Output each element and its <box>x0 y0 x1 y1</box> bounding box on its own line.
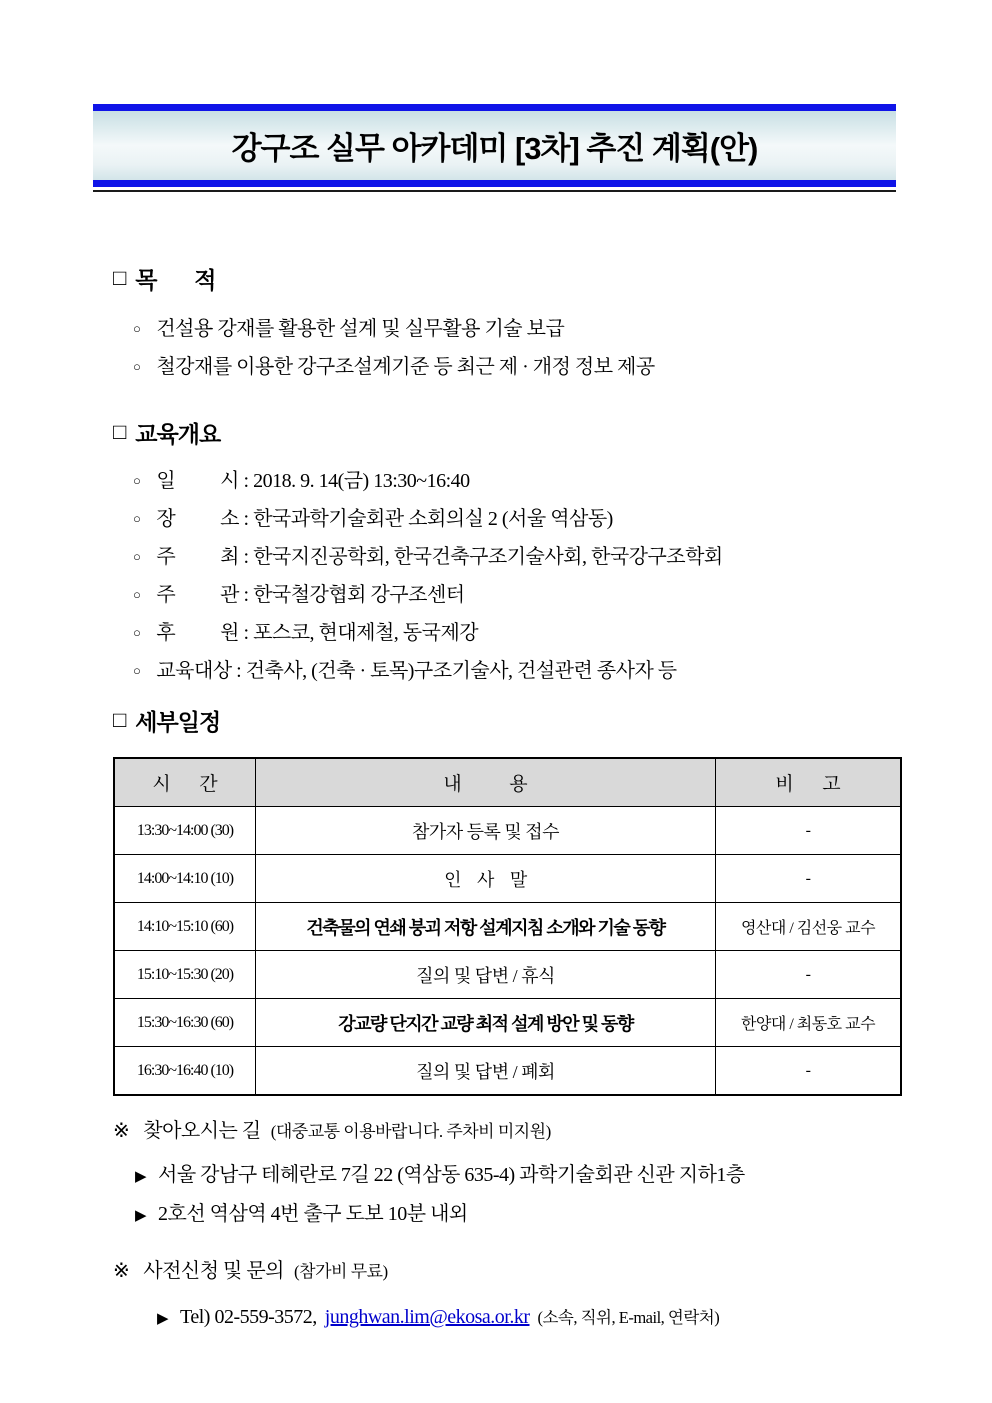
overview-heading-text: 교육개요 <box>135 421 221 447</box>
section-schedule <box>113 704 903 1096</box>
section-directions <box>113 1116 923 1235</box>
content-cell: 인 사 말 <box>256 855 716 903</box>
arrow-bullet-icon: ▶ <box>135 1169 147 1185</box>
section-registration <box>113 1256 923 1335</box>
purpose-item-text: 철강재를 이용한 강구조설계기준 등 최근 제 · 개정 정보 제공 <box>156 356 655 378</box>
overview-item <box>113 501 913 539</box>
overview-item-value: 한국철강협회 강구조센터 <box>253 584 465 606</box>
note-cell: - <box>716 855 902 903</box>
directions-note: (대중교통 이용바랍니다. 주차비 미지원) <box>270 1122 551 1141</box>
overview-item-label: 후 원 <box>156 622 239 644</box>
reference-mark-icon: ※ <box>113 1120 130 1142</box>
overview-item <box>113 653 913 691</box>
circle-bullet-icon: ○ <box>133 625 141 640</box>
colon-separator: : <box>231 660 246 682</box>
page-title: 강구조 실무 아카데미 [3차] 추진 계획(안) <box>231 131 758 166</box>
purpose-list <box>113 311 903 387</box>
colon-separator: : <box>239 508 254 530</box>
section-overview <box>113 416 913 691</box>
table-row <box>114 807 901 855</box>
colon-separator: : <box>239 622 254 644</box>
overview-item-label: 주 관 <box>156 584 239 606</box>
directions-item <box>135 1157 923 1196</box>
colon-separator: : <box>239 546 254 568</box>
overview-item-value: 한국과학기술회관 소회의실 2 (서울 역삼동) <box>253 508 613 530</box>
table-row <box>114 999 901 1047</box>
overview-item-value: 2018. 9. 14(금) 13:30~16:40 <box>253 470 470 492</box>
directions-item <box>135 1196 923 1235</box>
directions-list <box>135 1157 923 1235</box>
circle-bullet-icon: ○ <box>133 511 141 526</box>
contact-suffix: (소속, 직위, E-mail, 연락처) <box>537 1308 720 1327</box>
overview-item <box>113 577 913 615</box>
registration-title: 사전신청 및 문의 <box>143 1260 285 1282</box>
arrow-bullet-icon: ▶ <box>135 1208 147 1224</box>
table-row <box>114 903 901 951</box>
overview-item <box>113 615 913 653</box>
content-cell: 건축물의 연쇄 붕괴 저항 설계지침 소개와 기술 동향 <box>256 903 716 951</box>
email-link[interactable]: junghwan.lim@ekosa.or.kr <box>324 1306 530 1328</box>
time-cell: 14:10~15:10 (60) <box>114 903 256 951</box>
registration-title-row <box>113 1256 923 1287</box>
overview-item-label: 교육대상 <box>156 660 232 682</box>
square-bullet-icon: □ <box>113 264 126 290</box>
time-cell: 15:10~15:30 (20) <box>114 951 256 999</box>
overview-list <box>113 463 913 691</box>
circle-bullet-icon: ○ <box>133 663 141 678</box>
column-header-note: 비 고 <box>716 758 902 807</box>
purpose-item <box>113 311 903 349</box>
time-cell: 14:00~14:10 (10) <box>114 855 256 903</box>
schedule-heading <box>113 704 903 737</box>
time-cell: 16:30~16:40 (10) <box>114 1047 256 1096</box>
square-bullet-icon: □ <box>113 706 126 732</box>
reference-mark-icon: ※ <box>113 1260 130 1282</box>
purpose-item-text: 건설용 강재를 활용한 설계 및 실무활용 기술 보급 <box>156 318 565 340</box>
square-bullet-icon: □ <box>113 418 126 444</box>
arrow-bullet-icon: ▶ <box>157 1311 169 1327</box>
directions-title: 찾아오시는 길 <box>143 1120 261 1142</box>
section-purpose <box>113 262 903 387</box>
contact-row <box>157 1301 923 1335</box>
circle-bullet-icon: ○ <box>133 359 141 374</box>
purpose-heading-text: 목 적 <box>135 267 216 293</box>
title-banner <box>93 104 896 187</box>
overview-item-value: 한국지진공학회, 한국건축구조기술사회, 한국강구조학회 <box>253 546 723 568</box>
content-cell: 질의 및 답변 / 휴식 <box>256 951 716 999</box>
circle-bullet-icon: ○ <box>133 587 141 602</box>
circle-bullet-icon: ○ <box>133 473 141 488</box>
colon-separator: : <box>239 470 254 492</box>
phone-number: Tel) 02-559-3572, <box>180 1306 317 1328</box>
note-cell: 영산대 / 김선웅 교수 <box>716 903 902 951</box>
circle-bullet-icon: ○ <box>133 549 141 564</box>
content-cell: 참가자 등록 및 접수 <box>256 807 716 855</box>
time-cell: 15:30~16:30 (60) <box>114 999 256 1047</box>
column-header-content: 내 용 <box>256 758 716 807</box>
colon-separator: : <box>239 584 254 606</box>
purpose-item <box>113 349 903 387</box>
table-row <box>114 1047 901 1096</box>
directions-item-text: 2호선 역삼역 4번 출구 도보 10분 내외 <box>158 1203 468 1225</box>
banner-underline <box>93 190 896 192</box>
time-cell: 13:30~14:00 (30) <box>114 807 256 855</box>
overview-item-label: 주 최 <box>156 546 239 568</box>
overview-item-label: 일 시 <box>156 470 239 492</box>
note-cell: - <box>716 951 902 999</box>
table-header-row <box>114 758 901 807</box>
overview-item <box>113 463 913 501</box>
table-row <box>114 855 901 903</box>
overview-heading <box>113 416 913 449</box>
table-row <box>114 951 901 999</box>
column-header-time: 시 간 <box>114 758 256 807</box>
directions-title-row <box>113 1116 923 1147</box>
overview-item-value: 포스코, 현대제철, 동국제강 <box>253 622 479 644</box>
schedule-heading-text: 세부일정 <box>135 709 221 735</box>
note-cell: 한양대 / 최동호 교수 <box>716 999 902 1047</box>
purpose-heading <box>113 262 903 295</box>
circle-bullet-icon: ○ <box>133 321 141 336</box>
schedule-table <box>113 757 902 1096</box>
directions-item-text: 서울 강남구 테헤란로 7길 22 (역삼동 635-4) 과학기술회관 신관 지하1층 <box>158 1164 745 1186</box>
overview-item <box>113 539 913 577</box>
note-cell: - <box>716 1047 902 1096</box>
content-cell: 강교량 단지간 교량 최적 설계 방안 및 동향 <box>256 999 716 1047</box>
overview-item-value: 건축사, (건축 · 토목)구조기술사, 건설관련 종사자 등 <box>245 660 677 682</box>
registration-note: (참가비 무료) <box>294 1262 388 1281</box>
note-cell: - <box>716 807 902 855</box>
content-cell: 질의 및 답변 / 폐회 <box>256 1047 716 1096</box>
overview-item-label: 장 소 <box>156 508 239 530</box>
